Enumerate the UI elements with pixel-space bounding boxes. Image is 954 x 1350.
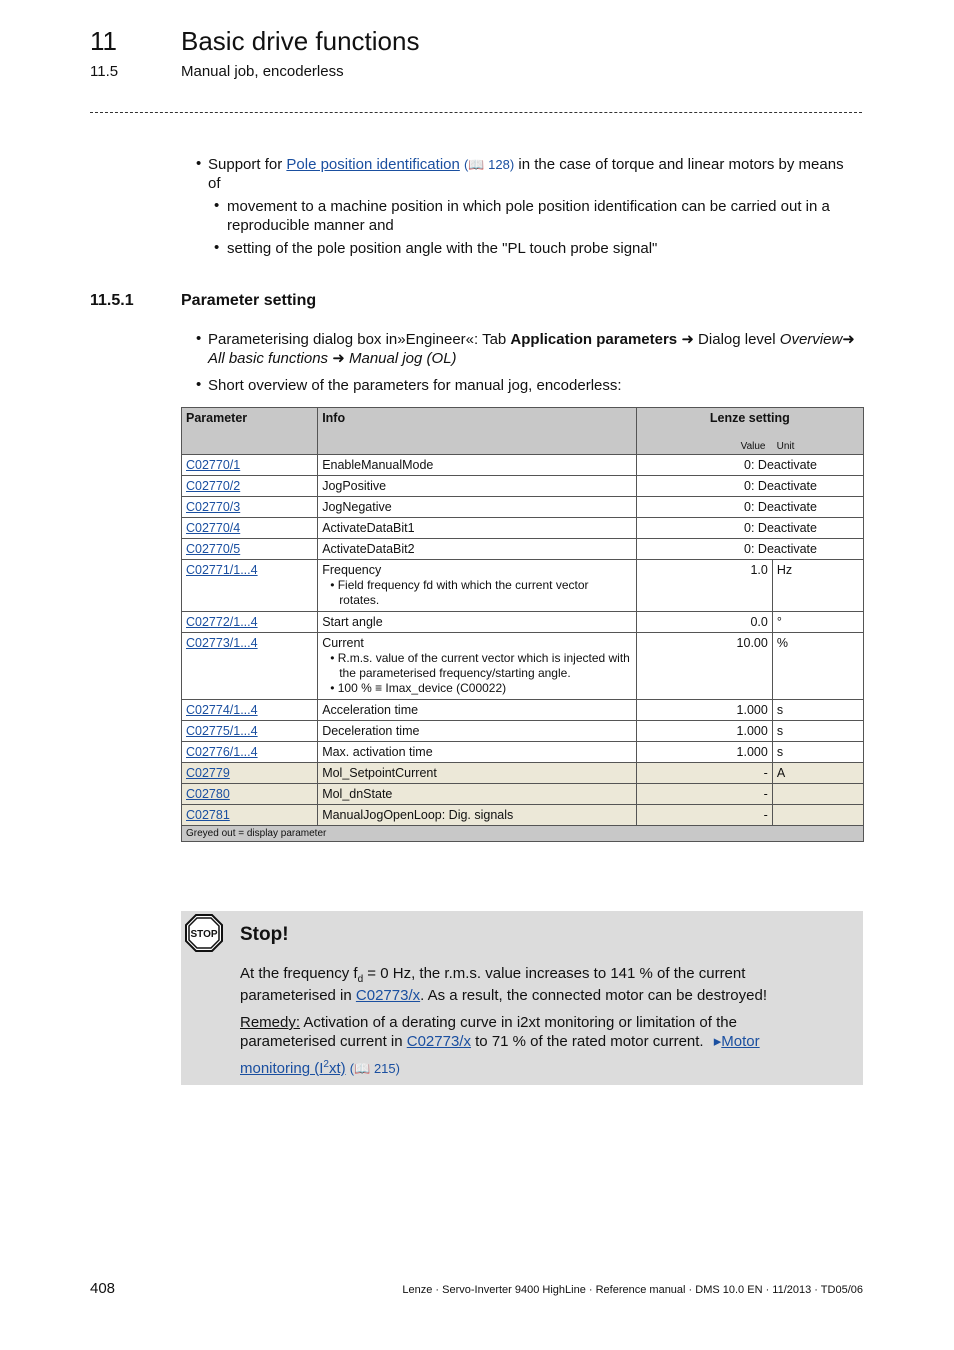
table-row: [182, 476, 864, 497]
info-cell: Mol_SetpointCurrent: [318, 763, 636, 784]
param-cell[interactable]: [182, 721, 318, 742]
table-row: [182, 518, 864, 539]
param-cell[interactable]: [182, 497, 318, 518]
bullet-dot: •: [214, 197, 220, 214]
table-row: [182, 784, 864, 805]
stop-paragraph-1: At the frequency $f_d = 0$ Hz, the r.m.s. value increases to 141 % of the current: [240, 965, 746, 985]
motor-monitoring-link[interactable]: Motor: [721, 1033, 760, 1050]
param-cell[interactable]: [182, 560, 318, 612]
param-link[interactable]: C02771/1...4: [186, 563, 258, 577]
unit-cell: s: [772, 742, 863, 763]
table-row: [182, 455, 864, 476]
c02773-link[interactable]: C02773/x: [355, 987, 421, 1004]
param-cell[interactable]: [182, 763, 318, 784]
pole-position-link[interactable]: Pole position identification: [286, 156, 460, 173]
table-row: [182, 612, 864, 633]
header-divider: [90, 112, 862, 113]
param-link[interactable]: C02779: [186, 766, 230, 780]
book-icon: 📖: [354, 1061, 371, 1076]
param-cell[interactable]: [182, 742, 318, 763]
subsection-title: Parameter setting: [181, 292, 317, 309]
table-row: [182, 700, 864, 721]
section-number: 11.5: [90, 63, 119, 80]
param-cell[interactable]: [182, 700, 318, 721]
arrow-right-icon: ➜: [332, 350, 345, 367]
param-link[interactable]: C02770/1: [186, 458, 241, 472]
info-cell: ActivateDataBit1: [318, 518, 636, 539]
stop-paragraph-2-cont2: [240, 1055, 400, 1078]
info-cell: Frequency • Field frequency fd with which the current vector rotates.: [318, 560, 636, 612]
header-info: Info: [318, 408, 636, 455]
info-cell: Deceleration time: [318, 721, 636, 742]
param-cell[interactable]: [182, 476, 318, 497]
param-cell[interactable]: [182, 518, 318, 539]
info-bullet: • Field frequency fd with which the current vector rotates.: [330, 578, 589, 607]
triangle-right-icon: ▸: [713, 1033, 722, 1050]
param-bullet-1: Parameterising dialog box in»Engineer«: Tab Application parameters ➜ Dialog level Overview➜: [208, 331, 855, 348]
bullet-dot: •: [196, 155, 202, 172]
value-cell: -: [636, 784, 772, 805]
chapter-number: 11: [90, 26, 117, 56]
motor-monitoring-link-cont[interactable]: monitoring $(I^2xt)$: [240, 1059, 346, 1077]
value-cell: 1.000: [636, 721, 772, 742]
arrow-right-icon: ➜: [681, 331, 694, 348]
param-cell[interactable]: [182, 633, 318, 700]
table-row: [182, 763, 864, 784]
param-link[interactable]: C02770/2: [186, 479, 241, 493]
page-ref[interactable]: (📖 128): [464, 157, 515, 172]
param-bullet-1-cont: All basic functions ➜ Manual jog (OL): [208, 350, 457, 367]
value-cell: -: [636, 805, 772, 826]
book-icon: 📖: [468, 157, 485, 172]
parameter-table: [181, 407, 864, 842]
table-footnote-row: [182, 826, 864, 842]
value-cell: 0.0: [636, 612, 772, 633]
value-cell: 0: Deactivate: [636, 476, 863, 497]
value-cell: 0: Deactivate: [636, 497, 863, 518]
header-value: Value: [740, 441, 766, 452]
header-parameter: Parameter: [182, 408, 318, 455]
sub-bullet-1-line2: reproducible manner and: [227, 217, 394, 234]
info-bullet: • 100 % ≡ Imax_device (C00022): [330, 681, 507, 695]
svg-text:STOP: STOP: [190, 929, 218, 940]
intro-bullet-1-cont: of: [208, 175, 221, 192]
info-cell: ActivateDataBit2: [318, 539, 636, 560]
info-cell: Current • R.m.s. value of the current vector which is injected with the parameterised frequency/starting angle. • 100 % ≡ Imax_device (C00022): [318, 633, 636, 700]
value-cell: 1.000: [636, 700, 772, 721]
table-row: [182, 742, 864, 763]
arrow-right-icon: ➜: [842, 331, 855, 348]
bullet-dot: •: [196, 376, 202, 393]
param-cell[interactable]: [182, 455, 318, 476]
param-link[interactable]: C02780: [186, 787, 230, 801]
info-cell: Start angle: [318, 612, 636, 633]
info-cell: Max. activation time: [318, 742, 636, 763]
param-link[interactable]: C02770/5: [186, 542, 241, 556]
info-cell: Mol_dnState: [318, 784, 636, 805]
stop-title: Stop!: [240, 924, 289, 945]
unit-cell: [772, 805, 863, 826]
unit-cell: %: [772, 633, 863, 700]
section-title: Manual job, encoderless: [181, 63, 344, 80]
page-ref[interactable]: (📖 215): [349, 1061, 400, 1076]
table-row: [182, 633, 864, 700]
value-cell: 1.0: [636, 560, 772, 612]
unit-cell: s: [772, 721, 863, 742]
unit-cell: s: [772, 700, 863, 721]
bullet-dot: •: [196, 330, 202, 347]
info-cell: ManualJogOpenLoop: Dig. signals: [318, 805, 636, 826]
param-link[interactable]: C02781: [186, 808, 230, 822]
param-link[interactable]: C02772/1...4: [186, 615, 258, 629]
param-cell[interactable]: [182, 539, 318, 560]
table-row: [182, 805, 864, 826]
page-number: 408: [90, 1280, 116, 1297]
table-header-row: [182, 408, 864, 455]
subsection-number: 11.5.1: [90, 292, 134, 309]
param-link[interactable]: C02774/1...4: [186, 703, 258, 717]
stop-paragraph-2-cont: parameterised current in C02773/x to 71 % of the rated motor current. ▸Motor: [240, 1033, 760, 1050]
stop-sign-icon: [185, 914, 223, 957]
param-link[interactable]: C02776/1...4: [186, 745, 258, 759]
param-cell[interactable]: [182, 805, 318, 826]
table-row: [182, 497, 864, 518]
unit-cell: Hz: [772, 560, 863, 612]
bullet-dot: •: [214, 239, 220, 256]
stop-paragraph-2: Remedy: Activation of a derating curve in i2xt monitoring or limitation of the: [240, 1014, 737, 1031]
value-cell: 1.000: [636, 742, 772, 763]
header-lenze-setting: Lenze setting Value Unit: [636, 408, 863, 455]
param-link[interactable]: C02770/4: [186, 521, 241, 535]
value-cell: 10.00: [636, 633, 772, 700]
value-cell: 0: Deactivate: [636, 455, 863, 476]
header-unit: Unit: [776, 441, 795, 452]
stop-paragraph-1-cont: parameterised in C02773/x. As a result, the connected motor can be destroyed!: [240, 987, 767, 1004]
value-cell: 0: Deactivate: [636, 539, 863, 560]
param-cell[interactable]: [182, 612, 318, 633]
info-cell: JogNegative: [318, 497, 636, 518]
param-link[interactable]: C02775/1...4: [186, 724, 258, 738]
unit-cell: [772, 784, 863, 805]
table-footnote: Greyed out = display parameter: [182, 826, 864, 842]
value-cell: 0: Deactivate: [636, 518, 863, 539]
unit-cell: °: [772, 612, 863, 633]
value-cell: -: [636, 763, 772, 784]
info-cell: Acceleration time: [318, 700, 636, 721]
table-row: [182, 560, 864, 612]
sub-bullet-2: setting of the pole position angle with the "PL touch probe signal": [227, 240, 658, 257]
chapter-title: Basic drive functions: [181, 26, 420, 56]
intro-bullet-1: Support for Pole position identification (📖 128) in the case of torque and linear motors by means: [208, 156, 844, 173]
info-bullet: • R.m.s. value of the current vector which is injected with the parameterised frequency/starting angle.: [330, 651, 630, 680]
table-row: [182, 539, 864, 560]
sub-bullet-1-line1: movement to a machine position in which pole position identification can be carried out in a: [227, 198, 830, 215]
param-bullet-2: Short overview of the parameters for manual jog, encoderless:: [208, 377, 622, 394]
table-row: [182, 721, 864, 742]
unit-cell: A: [772, 763, 863, 784]
info-cell: JogPositive: [318, 476, 636, 497]
param-cell[interactable]: [182, 784, 318, 805]
info-cell: EnableManualMode: [318, 455, 636, 476]
param-link[interactable]: C02770/3: [186, 500, 241, 514]
footer-text: Lenze · Servo-Inverter 9400 HighLine · Reference manual · DMS 10.0 EN · 11/2013 · TD05/06: [402, 1284, 863, 1296]
c02773-link-2[interactable]: C02773/x: [406, 1033, 471, 1050]
param-link[interactable]: C02773/1...4: [186, 636, 258, 650]
